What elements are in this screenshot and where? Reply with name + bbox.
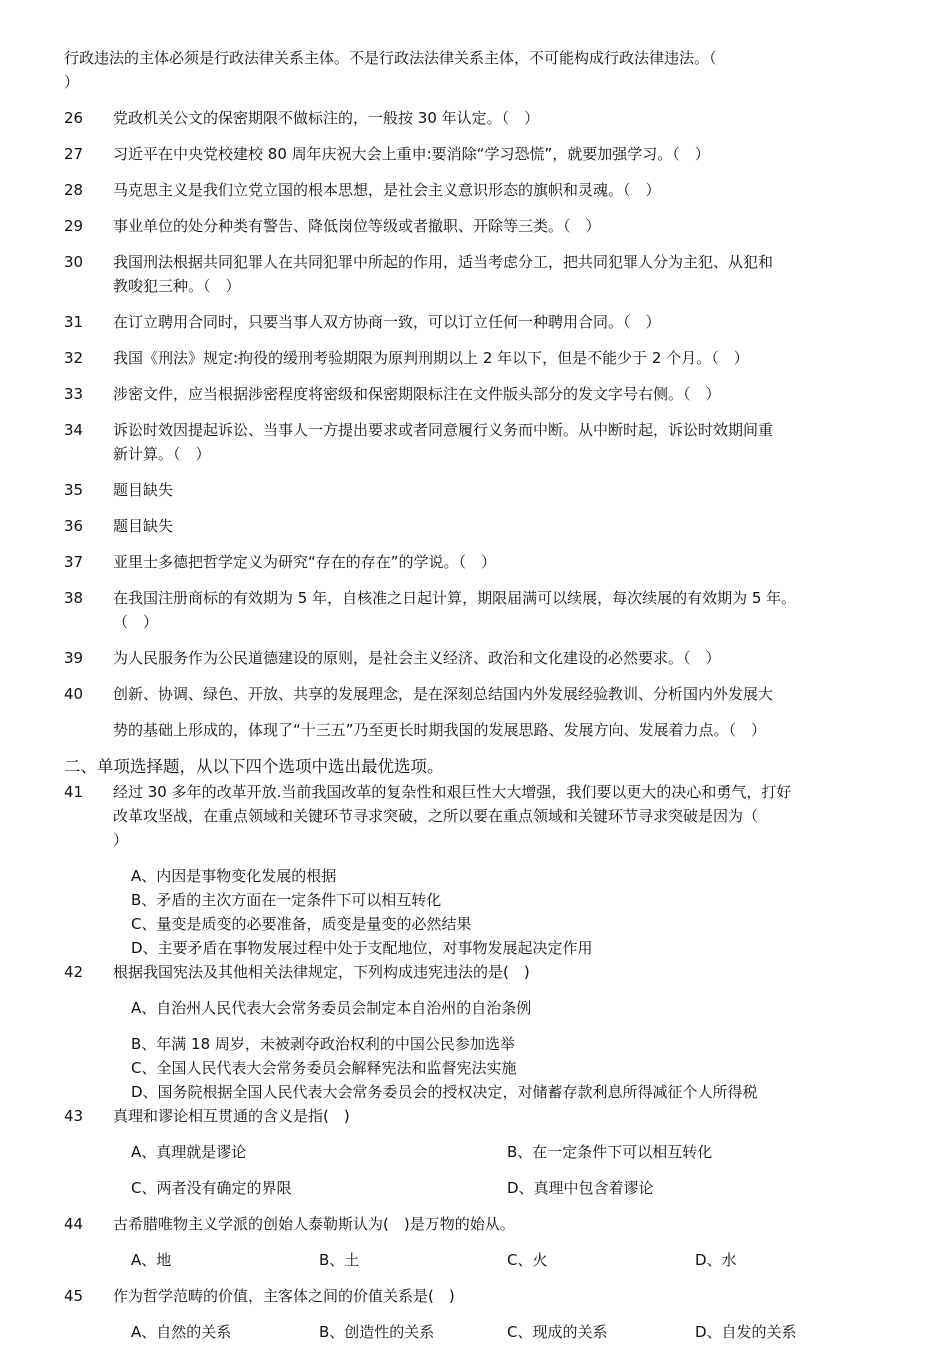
question-text: 创新、协调、绿色、开放、共享的发展理念，是在深刻总结国内外发展经验教训、分析国内外发展大: [113, 685, 774, 703]
question-text: 习近平在中央党校建校 80 周年庆祝大会上重申:要消除“学习恐慌”，就要加强学习。（ ）: [113, 145, 710, 163]
option-b: B、年满 18 周岁，未被剥夺政治权利的中国公民参加选举: [131, 1035, 515, 1053]
option-c: C、现成的关系: [507, 1323, 608, 1341]
question-text-cont: 新计算。（ ）: [113, 445, 211, 463]
option-c: C、两者没有确定的界限: [131, 1179, 292, 1197]
question-text: 我国刑法根据共同犯罪人在共同犯罪中所起的作用，适当考虑分工，把共同犯罪人分为主犯、从犯和: [113, 253, 774, 271]
intro-line-1: 行政违法的主体必须是行政法律关系主体。不是行政法法律关系主体，不可能构成行政法律违法。（: [64, 49, 717, 67]
question-text: 为人民服务作为公民道德建设的原则，是社会主义经济、政治和文化建设的必然要求。（ ）: [113, 649, 721, 667]
option-a: A、真理就是谬论: [131, 1143, 247, 1161]
question-number: 40: [64, 685, 84, 703]
question-text: 党政机关公文的保密期限不做标注的，一般按 30 年认定。（ ）: [113, 109, 540, 127]
question-number: 27: [64, 145, 84, 163]
option-b: B、矛盾的主次方面在一定条件下可以相互转化: [131, 891, 442, 909]
question-number: 42: [64, 963, 84, 981]
question-number: 34: [64, 421, 84, 439]
option-b: B、创造性的关系: [319, 1323, 435, 1341]
question-number: 35: [64, 481, 84, 499]
question-text-cont: （ ）: [113, 613, 159, 631]
option-d: D、主要矛盾在事物发展过程中处于支配地位，对事物发展起决定作用: [131, 939, 593, 957]
question-text: 事业单位的处分种类有警告、降低岗位等级或者撤职、开除等三类。（ ）: [113, 217, 601, 235]
question-number: 41: [64, 783, 84, 801]
option-c: C、全国人民代表大会常务委员会解释宪法和监督宪法实施: [131, 1059, 517, 1077]
option-c: C、量变是质变的必要准备，质变是量变的必然结果: [131, 915, 472, 933]
question-text-cont: 教唆犯三种。（ ）: [113, 277, 241, 295]
question-number: 38: [64, 589, 84, 607]
question-text-cont: ）: [113, 831, 129, 849]
question-text: 真理和谬论相互贯通的含义是指( ): [113, 1107, 350, 1125]
question-text: 马克思主义是我们立党立国的根本思想，是社会主义意识形态的旗帜和灵魂。（ ）: [113, 181, 661, 199]
option-d: D、自发的关系: [695, 1323, 797, 1341]
question-text: 根据我国宪法及其他相关法律规定，下列构成违宪违法的是( ): [113, 963, 530, 981]
question-text: 题目缺失: [113, 481, 174, 499]
option-d: D、水: [695, 1251, 737, 1269]
option-c: C、火: [507, 1251, 548, 1269]
question-number: 44: [64, 1215, 84, 1233]
question-number: 43: [64, 1107, 84, 1125]
question-number: 31: [64, 313, 84, 331]
question-text: 作为哲学范畴的价值，主客体之间的价值关系是( ): [113, 1287, 455, 1305]
question-text-cont: 改革攻坚战，在重点领域和关键环节寻求突破，之所以要在重点领域和关键环节寻求突破是因为（: [113, 807, 759, 825]
question-text-cont: 势的基础上形成的，体现了“十三五”乃至更长时期我国的发展思路、发展方向、发展着力点。（ ）: [113, 721, 767, 739]
option-d: D、真理中包含着谬论: [507, 1179, 654, 1197]
question-number: 39: [64, 649, 84, 667]
question-number: 45: [64, 1287, 84, 1305]
question-text: 亚里士多德把哲学定义为研究“存在的存在”的学说。（ ）: [113, 553, 497, 571]
option-a: A、地: [131, 1251, 172, 1269]
question-text: 诉讼时效因提起诉讼、当事人一方提出要求或者同意履行义务而中断。从中断时起，诉讼时效期间重: [113, 421, 774, 439]
question-text: 在订立聘用合同时，只要当事人双方协商一致，可以订立任何一种聘用合同。（ ）: [113, 313, 661, 331]
question-text: 我国《刑法》规定:拘役的缓刑考验期限为原判刑期以上 2 年以下，但是不能少于 2 个月。（ ）: [113, 349, 749, 367]
question-text: 涉密文件，应当根据涉密程度将密级和保密期限标注在文件版头部分的发文字号右侧。（ ）: [113, 385, 721, 403]
question-number: 36: [64, 517, 84, 535]
question-text: 题目缺失: [113, 517, 174, 535]
question-number: 37: [64, 553, 84, 571]
question-number: 30: [64, 253, 84, 271]
option-b: B、在一定条件下可以相互转化: [507, 1143, 713, 1161]
option-d: D、国务院根据全国人民代表大会常务委员会的授权决定，对储蓄存款利息所得减征个人所得税: [131, 1083, 758, 1101]
option-a: A、内因是事物变化发展的根据: [131, 867, 337, 885]
question-number: 32: [64, 349, 84, 367]
question-text: 古希腊唯物主义学派的创始人泰勒斯认为( )是万物的始从。: [113, 1215, 515, 1233]
option-a: A、自然的关系: [131, 1323, 232, 1341]
intro-line-2: ）: [64, 73, 80, 91]
option-b: B、土: [319, 1251, 360, 1269]
question-number: 28: [64, 181, 84, 199]
question-text: 在我国注册商标的有效期为 5 年，自核准之日起计算，期限届满可以续展，每次续展的有效期为 5 年。: [113, 589, 797, 607]
option-a: A、自治州人民代表大会常务委员会制定本自治州的自治条例: [131, 999, 532, 1017]
question-number: 29: [64, 217, 84, 235]
question-text: 经过 30 多年的改革开放.当前我国改革的复杂性和艰巨性大大增强，我们要以更大的决心和勇气，打好: [113, 783, 792, 801]
question-number: 33: [64, 385, 84, 403]
section-title: 二、单项选择题，从以下四个选项中选出最优选项。: [64, 757, 444, 776]
question-number: 26: [64, 109, 84, 127]
